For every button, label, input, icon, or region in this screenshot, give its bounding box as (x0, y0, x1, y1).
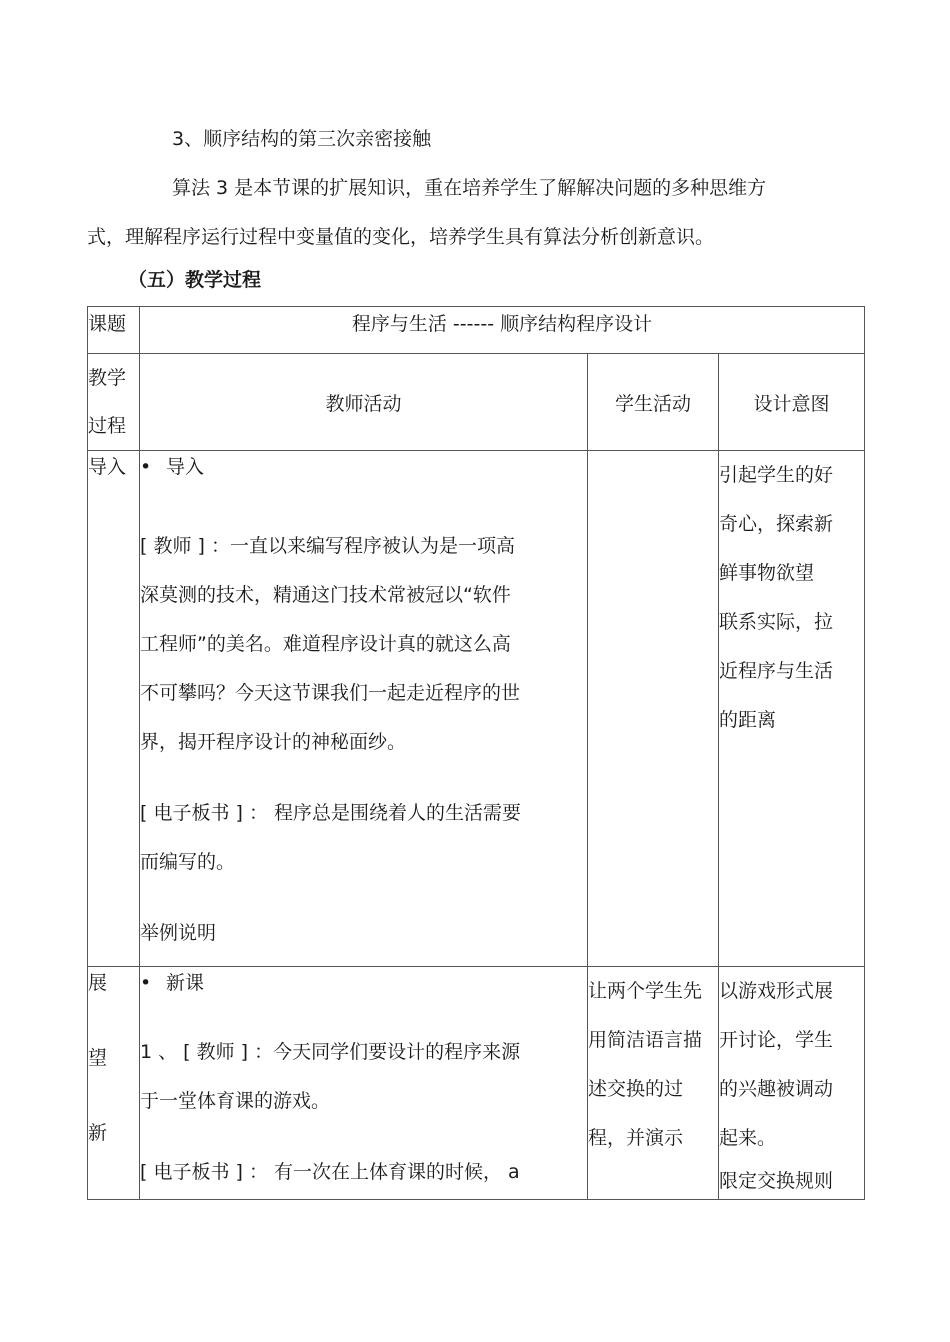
intro-design-line: 奇心，探索新 (719, 513, 834, 535)
new-stage-line: 展 (88, 972, 108, 994)
intro-example: 举例说明 (140, 922, 217, 944)
paragraph-line-1: 算法 3 是本节课的扩展知识，重在培养学生了解解决问题的多种思维方 (172, 177, 767, 199)
intro-student-activity (588, 451, 719, 967)
new-board-line: [ 电子板书 ] ： 有一次在上体育课的时候， a (140, 1161, 520, 1183)
intro-teacher-line: 深莫测的技术，精通这门技术常被冠以“软件 (140, 584, 511, 606)
new-title-text: 新课 (166, 972, 205, 994)
intro-stage-text: 导入 (88, 456, 127, 478)
table-row-header (88, 354, 865, 451)
intro-title (140, 451, 587, 482)
header-stage-line2: 过程 (88, 415, 127, 437)
new-stage-line: 新 (88, 1122, 108, 1144)
new-design-line: 的兴趣被调动 (719, 1078, 834, 1100)
header-stage-line1: 教学 (88, 367, 127, 389)
intro-teacher-activity (140, 451, 588, 967)
intro-stage (88, 451, 140, 967)
new-teacher-line: 1 、 [ 教师 ] ：今天同学们要设计的程序来源 (140, 1041, 521, 1063)
intro-design-line: 鲜事物欲望 (719, 562, 815, 584)
header-design-text: 设计意图 (753, 392, 830, 415)
heading-3: 3、顺序结构的第三次亲密接触 (172, 128, 432, 150)
header-teacher (140, 354, 588, 451)
section-title: （五）教学过程 (128, 269, 262, 291)
new-design-line: 起来。 (719, 1127, 777, 1149)
new-teacher-line: 于一堂体育课的游戏。 (140, 1090, 331, 1112)
new-teacher-activity (140, 967, 588, 1200)
new-stage-line: 望 (88, 1047, 108, 1069)
bullet-icon: • (140, 972, 152, 994)
new-student-line: 用简洁语言描 (588, 1029, 703, 1051)
intro-design-line: 引起学生的好 (719, 464, 834, 486)
new-stage (88, 967, 140, 1200)
table-row-new-lesson (88, 967, 865, 1200)
intro-design-line: 的距离 (719, 709, 777, 731)
header-stage (88, 354, 140, 451)
new-design-line: 开讨论，学生 (719, 1029, 834, 1051)
new-design-line: 限定交换规则 (719, 1170, 834, 1192)
teaching-process-table (87, 306, 865, 1200)
new-student-activity (588, 967, 719, 1200)
header-teacher-text: 教师活动 (325, 392, 402, 415)
intro-teacher-line: 工程师”的美名。难道程序设计真的就这么高 (140, 633, 511, 655)
new-student-line: 让两个学生先 (588, 980, 703, 1002)
new-design-line: 以游戏形式展 (719, 980, 834, 1002)
new-student-line: 述交换的过 (588, 1078, 684, 1100)
intro-teacher-line: 不可攀吗？今天这节课我们一起走近程序的世 (140, 682, 521, 704)
intro-board-line: 而编写的。 (140, 851, 236, 873)
intro-teacher-line: 界，揭开程序设计的神秘面纱。 (140, 731, 407, 753)
new-design-intent (719, 967, 865, 1200)
new-title (140, 968, 587, 998)
paragraph-line-2: 式，理解程序运行过程中变量值的变化，培养学生具有算法分析创新意识。 (87, 226, 715, 248)
table-row-intro (88, 451, 865, 967)
bullet-icon: • (140, 456, 152, 478)
intro-board-line: [ 电子板书 ] ： 程序总是围绕着人的生活需要 (140, 802, 521, 824)
new-student-line: 程，并演示 (588, 1127, 684, 1149)
topic-label-text: 课题 (88, 313, 127, 335)
intro-design-line: 联系实际，拉 (719, 611, 834, 633)
topic-value (140, 307, 865, 354)
intro-title-text: 导入 (166, 456, 205, 478)
header-student-text: 学生活动 (614, 392, 691, 415)
topic-label (88, 307, 140, 354)
intro-teacher-line: [ 教师 ] ：一直以来编写程序被认为是一项高 (140, 535, 515, 557)
header-design (719, 354, 865, 451)
topic-value-text: 程序与生活 ------ 顺序结构程序设计 (351, 313, 653, 335)
intro-design-line: 近程序与生活 (719, 660, 834, 682)
header-student (588, 354, 719, 451)
intro-design-intent (719, 451, 865, 967)
table-row-topic (88, 307, 865, 354)
